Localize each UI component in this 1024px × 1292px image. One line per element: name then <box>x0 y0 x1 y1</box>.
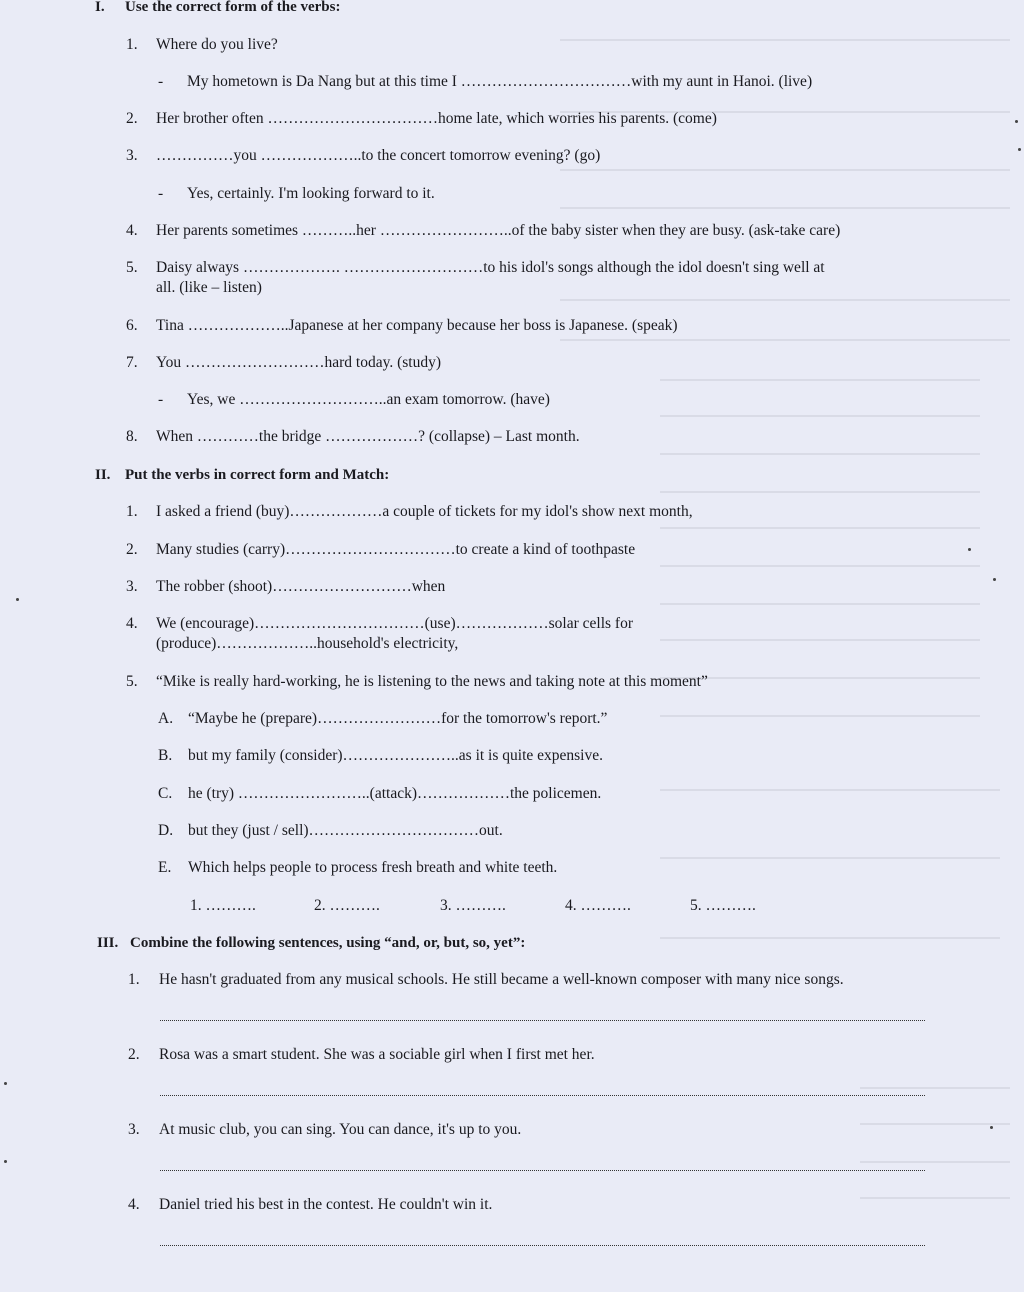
item-number: - <box>158 391 164 408</box>
item-text: Many studies (carry)……………………………to create a kind of toothpaste <box>156 541 636 558</box>
item-text: We (encourage)……………………………(use)………………solar cells for <box>156 615 633 632</box>
section-number: III. <box>97 935 119 951</box>
item-number: 8. <box>126 428 138 445</box>
item-text: He hasn't graduated from any musical schools. He still became a well-known composer with many nice songs. <box>159 971 844 988</box>
scan-speck <box>968 548 971 551</box>
item-text: Daisy always ………………. ………………………to his idol's songs although the idol doesn't sing well at <box>156 259 825 276</box>
scan-speck <box>4 1160 7 1163</box>
item-text: (produce)………………..household's electricity, <box>156 635 459 652</box>
item-text: Where do you live? <box>156 36 278 53</box>
option-letter: A. <box>158 710 174 727</box>
scan-speck <box>4 1082 7 1085</box>
item-text: Daniel tried his best in the contest. He couldn't win it. <box>159 1196 493 1213</box>
item-number: 1. <box>126 503 138 520</box>
answer-line[interactable] <box>160 1095 925 1096</box>
item-text: When …………the bridge ………………? (collapse) – Last month. <box>156 428 580 445</box>
item-number: 2. <box>126 110 138 127</box>
answer-slot[interactable]: 3. ………. <box>440 897 506 914</box>
item-text: At music club, you can sing. You can dance, it's up to you. <box>159 1121 522 1138</box>
option-letter: D. <box>158 822 174 839</box>
item-number: - <box>158 73 164 90</box>
scan-speck <box>16 598 19 601</box>
item-number: - <box>158 185 164 202</box>
item-number: 1. <box>126 36 138 53</box>
section-number: I. <box>95 0 105 15</box>
scan-speck <box>993 578 996 581</box>
item-text: Yes, certainly. I'm looking forward to it. <box>187 185 435 202</box>
item-number: 6. <box>126 317 138 334</box>
option-text: Which helps people to process fresh breath and white teeth. <box>188 859 558 876</box>
option-text: “Maybe he (prepare)……………………for the tomorrow's report.” <box>188 710 608 727</box>
option-text: but my family (consider)…………………..as it is quite expensive. <box>188 747 603 764</box>
item-number: 2. <box>126 541 138 558</box>
option-letter: E. <box>158 859 172 876</box>
section-heading: Combine the following sentences, using “and, or, but, so, yet”: <box>130 935 526 951</box>
item-text: Her brother often ……………………………home late, which worries his parents. (come) <box>156 110 717 127</box>
item-text: “Mike is really hard-working, he is listening to the news and taking note at this moment” <box>156 673 708 690</box>
item-text: ……………you ………………..to the concert tomorrow evening? (go) <box>156 147 601 164</box>
section-heading: Put the verbs in correct form and Match: <box>125 467 390 483</box>
item-number: 2. <box>128 1046 140 1063</box>
answer-slot[interactable]: 5. ………. <box>690 897 756 914</box>
scan-speck <box>1018 148 1021 151</box>
item-text: My hometown is Da Nang but at this time I ……………………………with my aunt in Hanoi. (live) <box>187 73 813 90</box>
option-letter: B. <box>158 747 173 764</box>
section-heading: Use the correct form of the verbs: <box>125 0 341 15</box>
item-text: Tina ………………..Japanese at her company because her boss is Japanese. (speak) <box>156 317 678 334</box>
item-number: 5. <box>126 673 138 690</box>
item-number: 4. <box>126 615 138 632</box>
option-letter: C. <box>158 785 173 802</box>
option-text: he (try) ……………………..(attack)………………the policemen. <box>188 785 602 802</box>
answer-line[interactable] <box>160 1170 925 1171</box>
item-text: Yes, we ………………………..an exam tomorrow. (have) <box>187 391 550 408</box>
answer-slot[interactable]: 1. ………. <box>190 897 256 914</box>
item-number: 3. <box>126 147 138 164</box>
item-text: Rosa was a smart student. She was a sociable girl when I first met her. <box>159 1046 595 1063</box>
item-number: 5. <box>126 259 138 276</box>
item-number: 1. <box>128 971 140 988</box>
item-text: Her parents sometimes ………..her ……………………..of the baby sister when they are busy. (ask-take care) <box>156 222 841 239</box>
item-text: I asked a friend (buy)………………a couple of tickets for my idol's show next month, <box>156 503 693 520</box>
item-text: You ………………………hard today. (study) <box>156 354 442 371</box>
scan-speck <box>990 1126 993 1129</box>
item-number: 7. <box>126 354 138 371</box>
answer-line[interactable] <box>160 1020 925 1021</box>
item-number: 4. <box>126 222 138 239</box>
item-text: The robber (shoot)………………………when <box>156 578 446 595</box>
answer-line[interactable] <box>160 1245 925 1246</box>
item-number: 3. <box>126 578 138 595</box>
item-text: all. (like – listen) <box>156 279 262 296</box>
answer-slot[interactable]: 2. ………. <box>314 897 380 914</box>
item-number: 4. <box>128 1196 140 1213</box>
option-text: but they (just / sell)……………………………out. <box>188 822 503 839</box>
section-number: II. <box>95 467 111 483</box>
answer-slot[interactable]: 4. ………. <box>565 897 631 914</box>
scan-speck <box>1015 120 1018 123</box>
item-number: 3. <box>128 1121 140 1138</box>
